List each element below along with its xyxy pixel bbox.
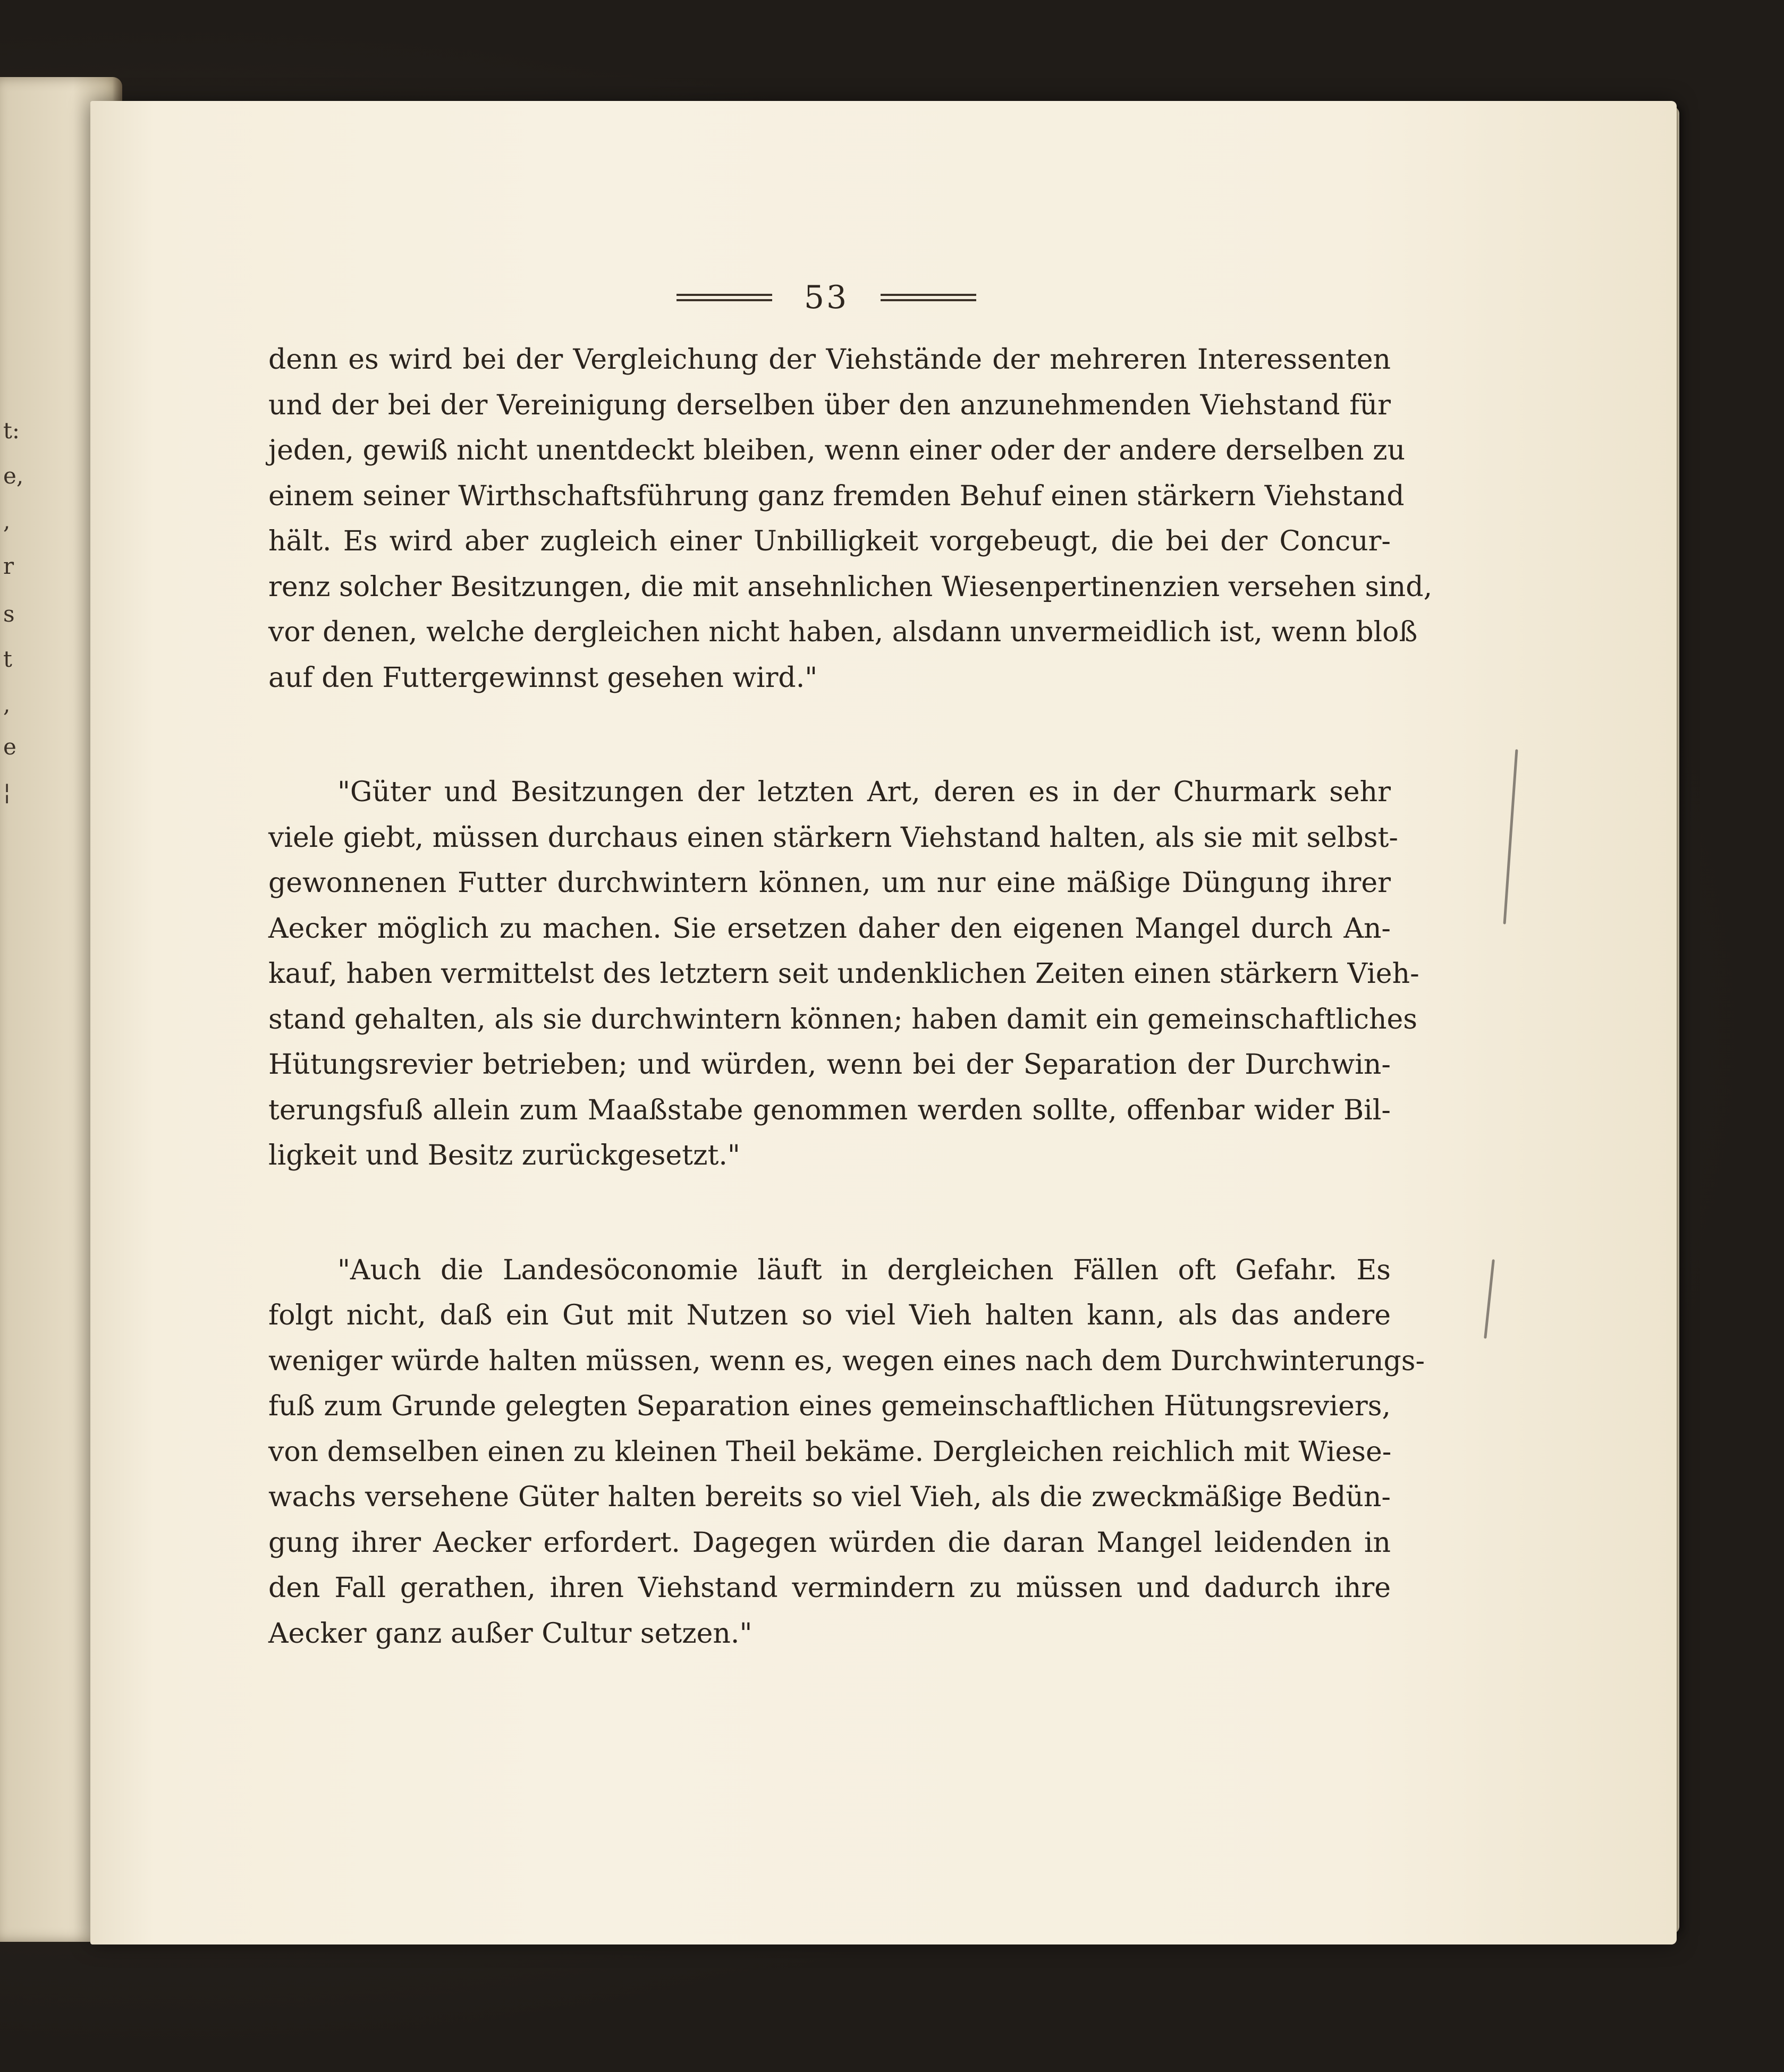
text-line: terungsfuß allein zum Maaßstabe genommen werden sollte, offenbar wider Bil- <box>268 1094 1391 1126</box>
paragraph-3 <box>268 1248 1425 1657</box>
margin-glyph: t: <box>3 418 20 444</box>
text-line: renz solcher Besitzungen, die mit ansehnlichen Wiesenpertinenzien versehen sind, <box>268 571 1433 603</box>
text-line: gung ihrer Aecker erfordert. Dagegen würden die daran Mangel leidenden in <box>268 1526 1391 1559</box>
text-line: einem seiner Wirthschaftsführung ganz fremden Behuf einen stärkern Viehstand <box>268 480 1405 512</box>
text-line: ligkeit und Besitz zurückgesetzt." <box>268 1140 740 1171</box>
text-line: weniger würde halten müssen, wenn es, wegen eines nach dem Durchwinterungs- <box>268 1345 1425 1377</box>
text-line: "Auch die Landesöconomie läuft in dergleichen Fällen oft Gefahr. Es <box>337 1254 1391 1286</box>
text-line: und der bei der Vereinigung derselben über den anzunehmenden Viehstand für <box>268 389 1391 421</box>
text-line: hält. Es wird aber zugleich einer Unbilligkeit vorgebeugt, die bei der Concur- <box>268 525 1391 557</box>
body-text <box>268 337 1433 1657</box>
header-rule-left <box>677 294 772 301</box>
paragraph-1 <box>268 337 1433 701</box>
text-line: "Güter und Besitzungen der letzten Art, deren es in der Churmark sehr <box>337 776 1391 808</box>
text-line: den Fall gerathen, ihren Viehstand vermindern zu müssen und dadurch ihre <box>268 1572 1391 1604</box>
text-line: viele giebt, müssen durchaus einen stärkern Viehstand halten, als sie mit selbst- <box>268 821 1398 854</box>
paragraph-2 <box>268 770 1419 1179</box>
text-line: kauf, haben vermittelst des letztern seit undenklichen Zeiten einen stärkern Vieh- <box>268 958 1419 990</box>
margin-glyph: , <box>3 691 11 717</box>
text-line: gewonnenen Futter durchwintern können, um nur eine mäßige Düngung ihrer <box>268 867 1391 899</box>
text-line: auf den Futtergewinnst gesehen wird." <box>268 661 818 694</box>
text-line: vor denen, welche dergleichen nicht haben, alsdann unvermeidlich ist, wenn bloß <box>268 616 1418 648</box>
text-line: von demselben einen zu kleinen Theil bekäme. Dergleichen reichlich mit Wiese- <box>268 1436 1392 1468</box>
margin-glyph: e <box>3 734 16 760</box>
margin-glyph: t <box>3 646 12 672</box>
text-line: Aecker möglich zu machen. Sie ersetzen daher den eigenen Mangel durch An- <box>268 912 1391 945</box>
margin-glyph: ¦ <box>3 779 11 805</box>
header-rule-right <box>881 294 976 301</box>
page-number: 53 <box>804 279 849 316</box>
running-header <box>667 276 986 319</box>
text-line: fuß zum Grunde gelegten Separation eines gemeinschaftlichen Hütungsreviers, <box>268 1390 1391 1422</box>
text-line: wachs versehene Güter halten bereits so viel Vieh, als die zweckmäßige Bedün- <box>268 1481 1391 1513</box>
text-line: Hütungsrevier betrieben; und würden, wenn bei der Separation der Durchwin- <box>268 1049 1391 1081</box>
text-line: Aecker ganz außer Cultur setzen." <box>268 1617 753 1650</box>
text-line: jeden, gewiß nicht unentdeckt bleiben, wenn einer oder der andere derselben zu <box>268 435 1406 466</box>
margin-glyph: , <box>3 508 11 534</box>
text-line: folgt nicht, daß ein Gut mit Nutzen so viel Vieh halten kann, als das andere <box>268 1300 1391 1331</box>
text-line: denn es wird bei der Vergleichung der Viehstände der mehreren Interessenten <box>268 344 1391 376</box>
margin-glyph: e, <box>3 463 24 489</box>
margin-glyph: s <box>3 601 15 627</box>
margin-glyph: r <box>3 553 14 579</box>
text-line: stand gehalten, als sie durchwintern können; haben damit ein gemeinschaftliches <box>268 1003 1417 1035</box>
